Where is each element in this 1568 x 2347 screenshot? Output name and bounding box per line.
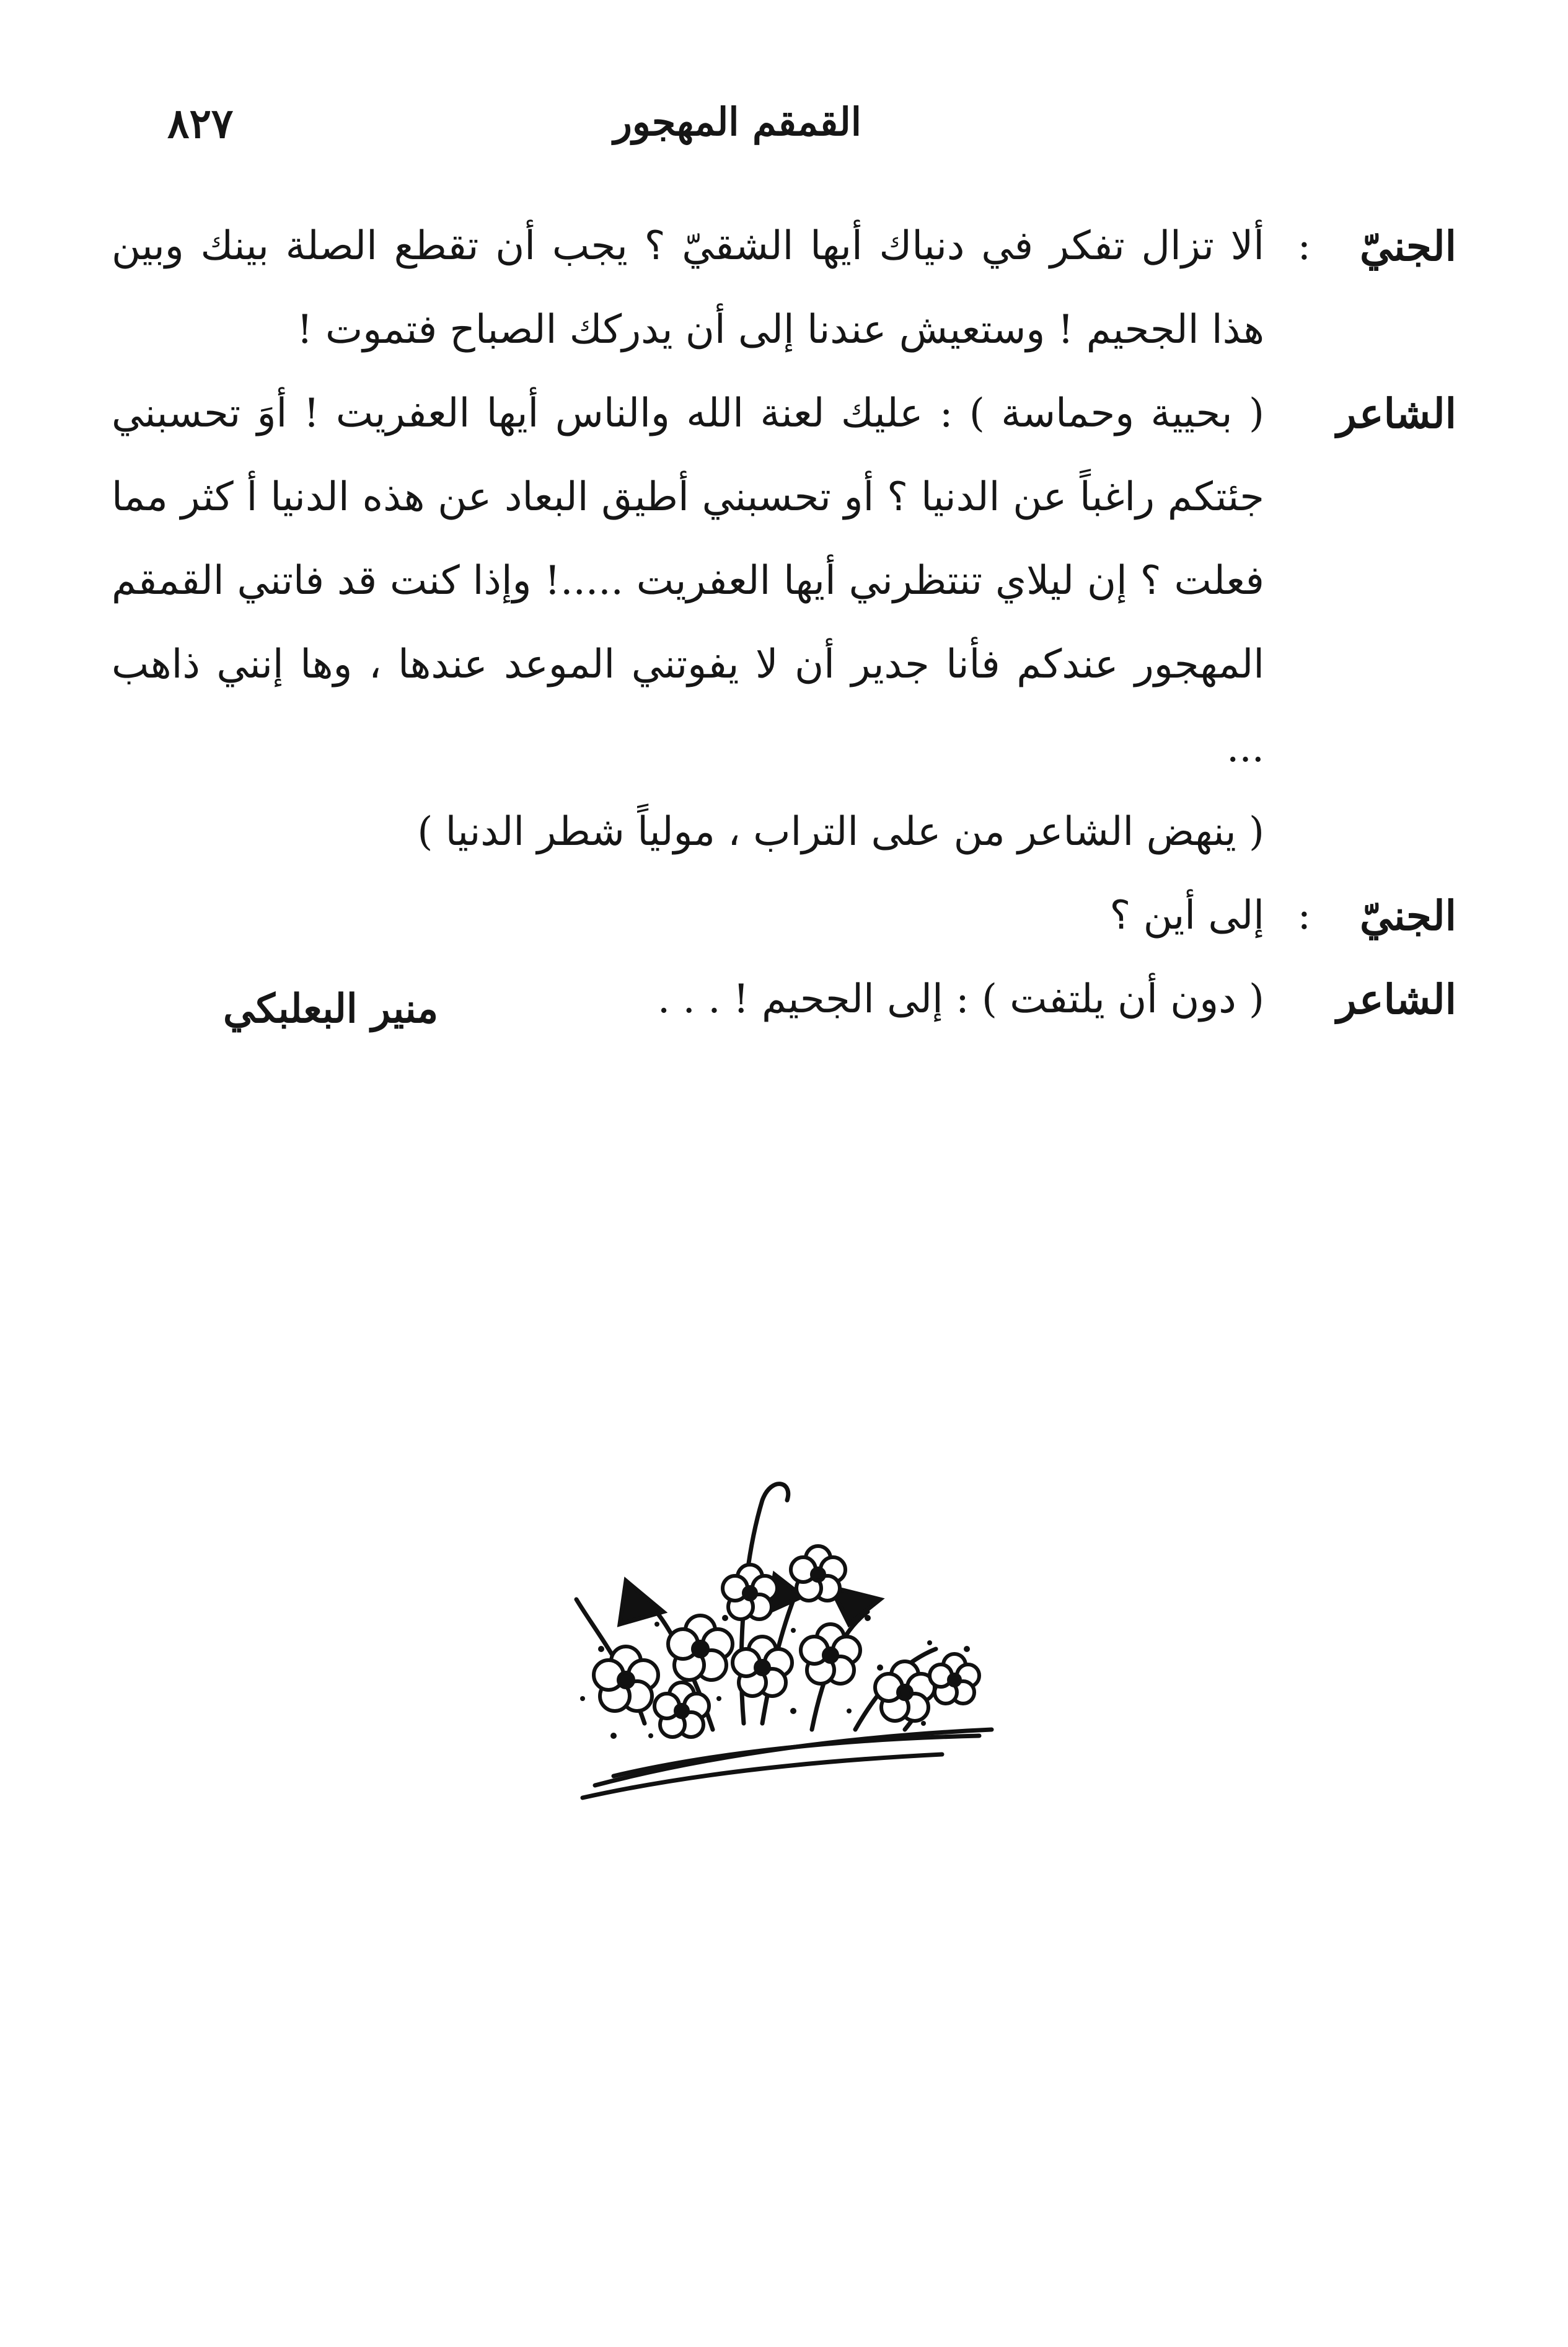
page-number: ٨٢٧ <box>167 99 234 148</box>
stage-direction <box>112 790 1456 874</box>
speaker-colon: : <box>1297 223 1311 269</box>
speaker-name: الشاعر <box>1336 975 1456 1023</box>
speaker-colon: : <box>1297 893 1311 939</box>
speech-text: ألا تزال تفكر في دنياك أيها الشقيّ ؟ يجب أن تقطع الصلة بينك وبين هذا الجحيم ! وستعيش عندنا إلى أن يدركك الصباح فتموت ! <box>112 223 1264 353</box>
dialogue-entry <box>112 372 1456 790</box>
speaker-name: الشاعر <box>1336 389 1456 438</box>
dialogue-entry <box>112 205 1456 372</box>
speaker-name: الجنيّ <box>1360 222 1456 270</box>
flowers-bush-icon <box>558 1463 1004 1810</box>
dialogue-block <box>112 205 1456 1041</box>
speech-text: ( بحيية وحماسة ) : عليك لعنة الله والناس أيها العفريت ! أوَ تحسبني جئتكم راغباً عن الدنيا ؟ أو تحسبني أطيق البعاد عن هذه الدنيا أ كثر مما فعلت ؟ إن ليلاي تنتظرني أيها العفريت .....! وإذا كنت قد فاتني القمقم المهجور عندكم فأنا جدير أن لا يفوتني الموعد عندها ، وها إنني ذاهب ... <box>112 391 1265 771</box>
speech-text: إلى أين ؟ <box>1109 893 1264 939</box>
speaker-name: الجنيّ <box>1360 891 1456 940</box>
dialogue-entry <box>112 874 1456 958</box>
speech-text: ( دون أن يلتفت ) : إلى الجحيم ! . . . <box>657 976 1264 1022</box>
author-signature: منير البعلبكي <box>223 986 439 1032</box>
stage-direction-text: ( ينهض الشاعر من على التراب ، مولياً شطر الدنيا ) <box>417 809 1264 855</box>
running-title: القمقم المهجور <box>613 99 861 144</box>
page-header <box>167 99 1401 167</box>
